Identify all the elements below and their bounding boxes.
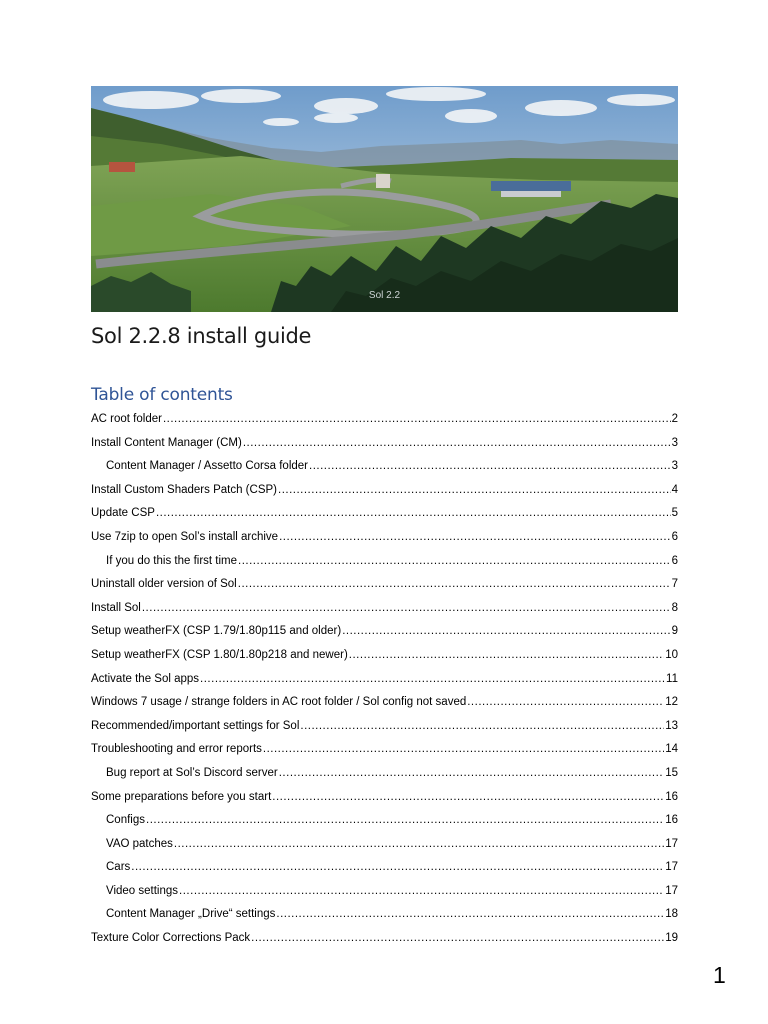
toc-entry[interactable] (91, 502, 678, 526)
toc-entry[interactable] (91, 738, 678, 762)
toc-entry-page: 2 (671, 413, 678, 425)
toc-leader (131, 856, 664, 880)
toc-entry-page: 3 (671, 460, 678, 473)
toc-entry[interactable] (91, 927, 678, 951)
toc-entry[interactable] (91, 620, 678, 644)
toc-leader (349, 644, 664, 668)
toc-entry[interactable] (91, 786, 678, 810)
toc-entry-title: Troubleshooting and error reports (91, 743, 262, 756)
table-of-contents (91, 408, 678, 951)
toc-leader (142, 597, 671, 621)
toc-entry-page: 15 (665, 766, 678, 779)
toc-entry[interactable] (91, 668, 678, 692)
toc-leader (156, 502, 671, 526)
toc-leader (174, 833, 664, 857)
page-number: 1 (713, 962, 726, 988)
toc-entry-page: 8 (671, 601, 678, 614)
toc-entry-page: 6 (671, 530, 678, 543)
toc-entry-page: 7 (671, 578, 678, 591)
toc-entry-title: Use 7zip to open Sol’s install archive (91, 530, 279, 543)
toc-entry-page: 13 (665, 719, 678, 732)
toc-leader (200, 668, 665, 692)
toc-leader (238, 550, 671, 574)
toc-leader (272, 786, 664, 810)
toc-entry-page: 10 (665, 648, 678, 661)
toc-entry-page: 11 (666, 672, 678, 685)
toc-entry-page: 18 (665, 908, 678, 921)
toc-subentry[interactable] (91, 809, 678, 833)
toc-entry-page: 4 (671, 483, 678, 496)
toc-entry[interactable] (91, 715, 678, 739)
toc-leader (309, 455, 671, 479)
toc-leader (163, 408, 671, 432)
toc-entry-title: Recommended/important settings for Sol (91, 719, 300, 732)
toc-entry-title: Install Content Manager (CM) (91, 436, 242, 449)
racetrack-landscape-illustration (91, 86, 678, 312)
toc-entry-page: 17 (665, 861, 678, 874)
toc-leader (279, 526, 671, 550)
toc-entry-page: 9 (671, 625, 678, 638)
toc-entry[interactable] (91, 526, 678, 550)
toc-entry-title: Windows 7 usage / strange folders in AC root folder / Sol config not saved (91, 696, 467, 709)
toc-subentry[interactable] (91, 455, 678, 479)
toc-subentry[interactable] (91, 762, 678, 786)
toc-leader (279, 762, 664, 786)
toc-entry-page: 16 (665, 790, 678, 803)
toc-entry[interactable] (91, 573, 678, 597)
toc-leader (300, 715, 664, 739)
toc-entry-title: Content Manager „Drive“ settings (106, 908, 276, 921)
toc-entry[interactable] (91, 408, 678, 432)
toc-entry-page: 14 (665, 743, 678, 756)
toc-entry-title: Update CSP (91, 507, 155, 520)
toc-entry-title: Setup weatherFX (CSP 1.79/1.80p115 and older) (91, 625, 342, 638)
toc-entry[interactable] (91, 432, 678, 456)
toc-leader (251, 927, 664, 951)
toc-entry-page: 12 (665, 696, 678, 709)
toc-leader (263, 738, 664, 762)
toc-entry-title: Video settings (106, 884, 179, 897)
hero-watermark: Sol 2.2 (368, 290, 401, 301)
toc-subentry[interactable] (91, 856, 678, 880)
toc-leader (276, 903, 664, 927)
toc-entry-page: 3 (671, 436, 678, 449)
toc-entry-title: AC root folder (91, 413, 162, 425)
toc-entry-page: 16 (665, 814, 678, 827)
hero-image (91, 86, 678, 312)
toc-entry-page: 17 (665, 837, 678, 850)
toc-entry-page: 19 (665, 932, 678, 945)
toc-entry-title: Cars (106, 861, 131, 874)
toc-subentry[interactable] (91, 903, 678, 927)
toc-leader (238, 573, 671, 597)
toc-entry-page: 17 (665, 884, 678, 897)
toc-entry-page: 5 (671, 507, 678, 520)
toc-heading: Table of contents (91, 385, 233, 405)
toc-entry-title: Texture Color Corrections Pack (91, 932, 251, 945)
toc-entry-title: Uninstall older version of Sol (91, 578, 237, 591)
toc-entry-title: Setup weatherFX (CSP 1.80/1.80p218 and newer) (91, 648, 348, 661)
toc-entry-title: Activate the Sol apps (91, 672, 200, 685)
toc-entry-title: Some preparations before you start (91, 790, 272, 803)
toc-entry-title: Configs (106, 814, 145, 827)
toc-entry[interactable] (91, 597, 678, 621)
toc-entry-title: If you do this the first time (106, 554, 238, 567)
toc-leader (243, 432, 671, 456)
toc-entry[interactable] (91, 644, 678, 668)
toc-leader (146, 809, 664, 833)
toc-leader (278, 479, 671, 503)
toc-entry-title: Content Manager / Assetto Corsa folder (106, 460, 308, 473)
toc-entry-title: VAO patches (106, 837, 173, 850)
toc-entry-title: Install Sol (91, 601, 141, 614)
toc-entry[interactable] (91, 691, 678, 715)
document-title: Sol 2.2.8 install guide (91, 324, 312, 348)
toc-entry-title: Install Custom Shaders Patch (CSP) (91, 483, 277, 496)
toc-entry[interactable] (91, 479, 678, 503)
toc-leader (467, 691, 664, 715)
toc-leader (179, 880, 664, 904)
toc-entry-title: Bug report at Sol’s Discord server (106, 766, 278, 779)
toc-subentry[interactable] (91, 550, 678, 574)
toc-subentry[interactable] (91, 833, 678, 857)
toc-leader (342, 620, 670, 644)
toc-entry-page: 6 (671, 554, 678, 567)
toc-subentry[interactable] (91, 880, 678, 904)
